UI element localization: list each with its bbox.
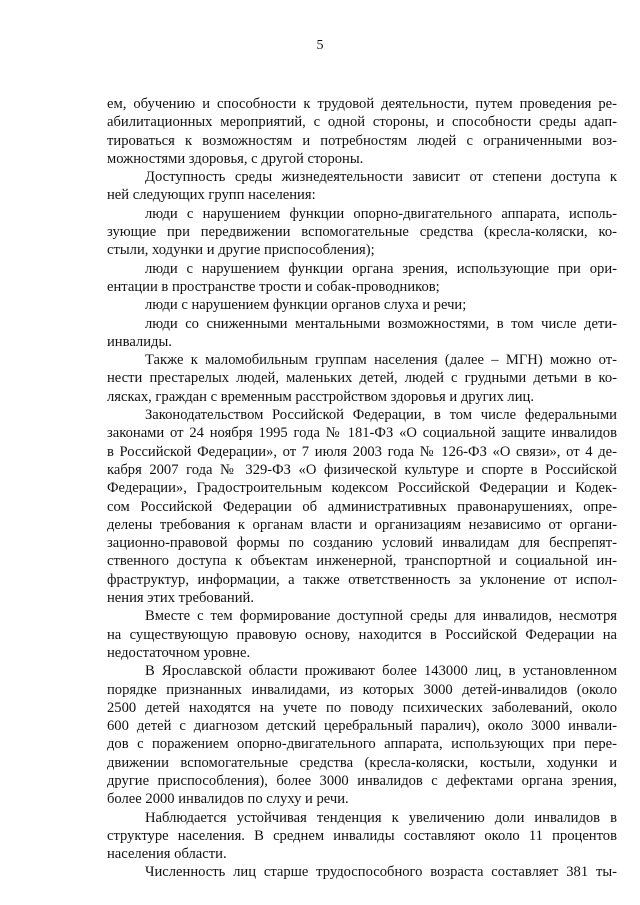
text-line: движении вспомогательные средства (кресла-коляски, костыли, ходунки и [107,754,617,771]
document-body [107,95,617,882]
text-line: ем, обучению и способности к трудовой деятельности, путем проведения ре- [107,96,617,112]
text-line: населения области. [107,846,227,863]
text-line: Вместе с тем формирование доступной среды для инвалидов, несмотря [145,608,617,625]
text-line: люди с нарушением функции органов слуха и речи; [145,297,467,314]
text-line: зационно-правовой формы по созданию условий инвалидам для беспрепят- [107,535,617,552]
text-line: люди со сниженными ментальными возможностями, в том числе дети- [145,315,617,332]
text-line: Также к маломобильным группам населения (далее – МГН) можно от- [145,352,617,369]
text-line: дов с поражением опорно-двигательного аппарата, использующих при пере- [107,736,617,753]
text-line: на существующую правовую основу, находится в Российской Федерации на [107,626,617,643]
paragraph-p9 [107,607,617,662]
text-line: более 2000 инвалидов по слуху и речи. [107,791,349,808]
text-line: 2500 детей находятся на учете по поводу психических заболеваний, около [107,699,617,716]
text-line: Законодательством Российской Федерации, в том числе федеральными [145,407,617,424]
text-line: Федерации», Градостроительным кодексом Российской Федерации и Кодек- [107,480,617,497]
paragraph-p8 [107,406,617,607]
text-line: делены требования к органам власти и организациям независимо от органи- [107,516,617,533]
text-line: недостаточном уровне. [107,644,251,661]
paragraph-p11 [107,809,617,864]
text-line: структуре населения. В среднем инвалиды составляют около 11 процентов [107,827,617,844]
text-line: тироваться к возможностям и потребностям людей с ограниченными воз- [107,132,617,149]
paragraph-p5 [107,296,617,314]
text-line: Наблюдается устойчивая тенденция к увеличению доли инвалидов в [145,809,617,826]
text-line: кабря 2007 года № 329-ФЗ «О физической культуре и спорте в Российской [107,461,617,478]
text-line: нения этих требований. [107,590,254,607]
paragraph-p6 [107,315,617,352]
paragraph-p2 [107,168,617,205]
paragraph-p12 [107,863,617,881]
text-line: люди с нарушением функции опорно-двигательного аппарата, исполь- [145,205,617,222]
text-line: в Российской Федерации», от 7 июля 2003 года № 126-ФЗ «О связи», от 4 де- [107,443,617,460]
text-line: зующие при передвижении вспомогательные средства (кресла-коляски, ко- [107,224,617,241]
text-line: законами от 24 ноября 1995 года № 181-ФЗ «О социальной защите инвалидов [107,425,617,442]
text-line: ентации в пространстве трости и собак-проводников; [107,278,440,295]
text-line: люди с нарушением функции органа зрения, использующие при ори- [145,260,617,277]
text-line: другие приспособления), более 3000 инвалидов с дефектами органа зрения, [107,772,617,789]
text-line: можностями здоровья, с другой стороны. [107,150,364,167]
text-line: ней следующих групп населения: [107,187,316,204]
text-line: стыли, ходунки и другие приспособления); [107,242,375,259]
text-line: абилитационных мероприятий, с одной стороны, и способности среды адап- [107,114,617,131]
text-line: В Ярославской области проживают более 143000 лиц, в установленном [145,663,617,680]
page-number: 5 [316,38,324,53]
text-line: фраструктур, информации, а также ответственность за уклонение от испол- [107,571,617,588]
paragraph-p1 [107,95,617,168]
text-line: лясках, граждан с временным расстройством здоровья и других лиц. [107,388,534,405]
text-line: инвалиды. [107,333,172,350]
paragraph-p4 [107,260,617,297]
text-line: ственного доступа к объектам инженерной, транспортной и социальной ин- [107,553,617,570]
paragraph-p10 [107,662,617,808]
text-line: Доступность среды жизнедеятельности зависит от степени доступа к [145,169,617,186]
text-line: 600 детей с диагнозом детский церебральный паралич), около 3000 инвали- [107,718,617,735]
text-line: Численность лиц старше трудоспособного возраста составляет 381 ты- [145,864,617,881]
text-line: сом Российской Федерации об административных правонарушениях, опре- [107,498,617,515]
paragraph-p3 [107,205,617,260]
paragraph-p7 [107,351,617,406]
text-line: порядке признанных инвалидами, из которых 3000 детей-инвалидов (около [107,681,617,698]
text-line: нести престарелых людей, маленьких детей, людей с грудными детьми в ко- [107,370,617,387]
